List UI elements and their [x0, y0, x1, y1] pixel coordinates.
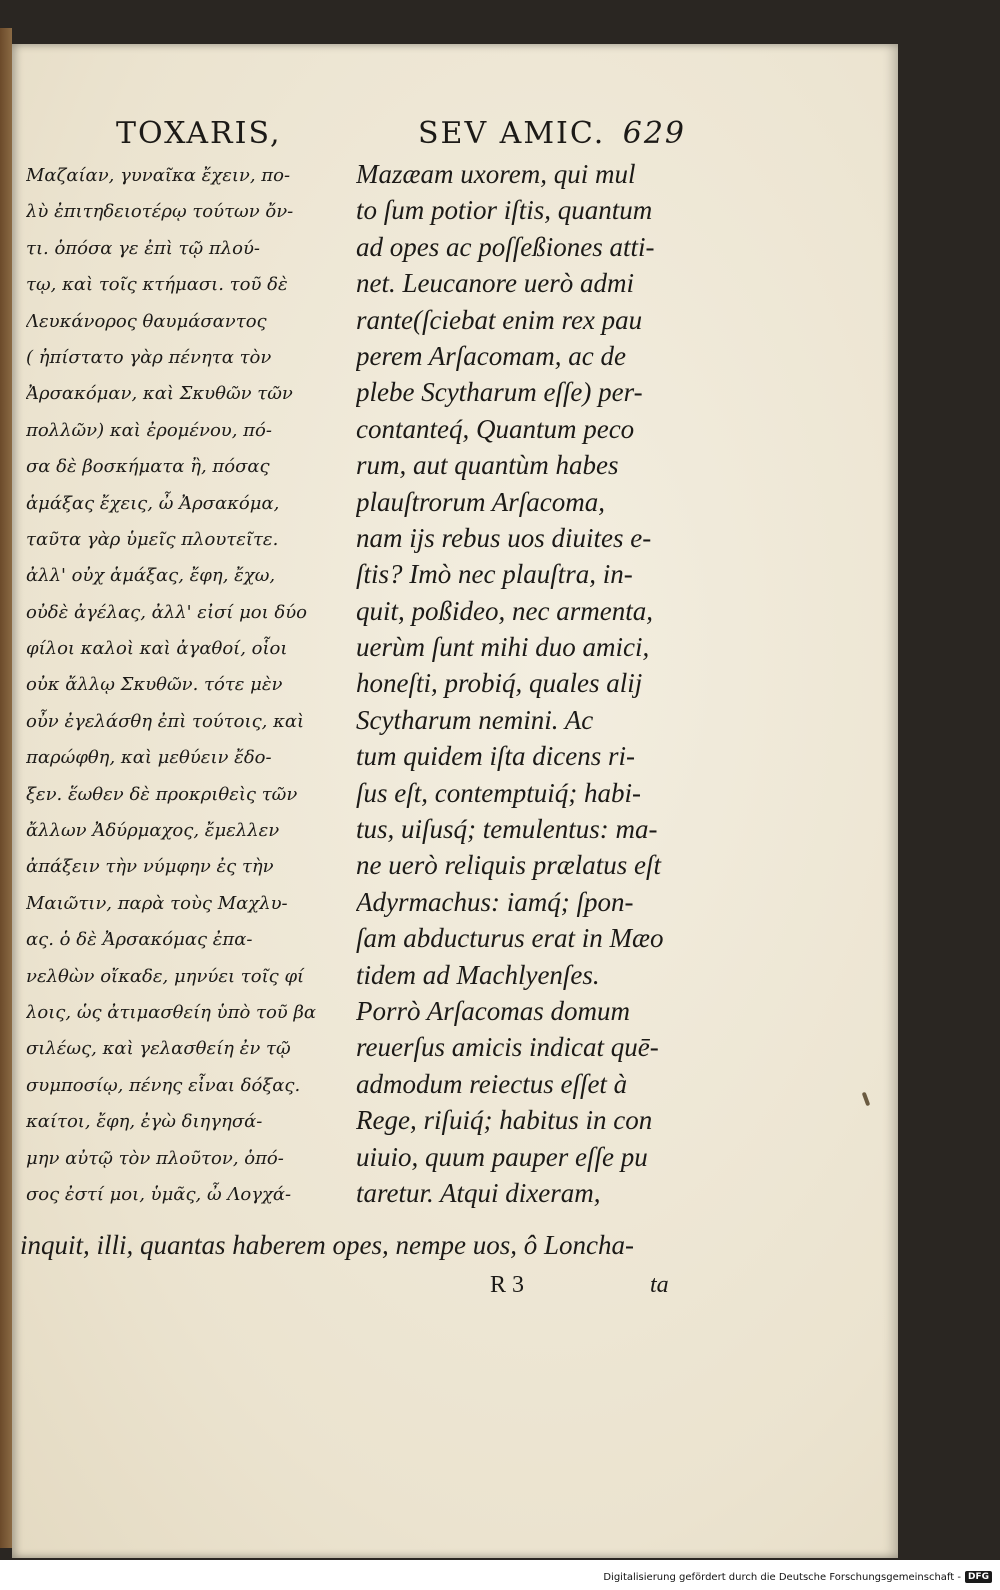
greek-text-line: οὖν ἐγελάσθη ἐπὶ τούτοις, καὶ	[26, 710, 305, 732]
latin-text-line: perem Arſacomam, ac de	[356, 340, 626, 371]
greek-text-line: μην αὐτῷ τὸν πλοῦτον, ὁπό-	[26, 1147, 284, 1169]
greek-text-line: Μαιῶτιν, παρὰ τοὺς Μαχλυ-	[26, 892, 288, 914]
greek-text-line: ξεν. ἕωθεν δὲ προκριθεὶς τῶν	[26, 783, 298, 805]
latin-text-line: taretur. Atqui dixeram,	[356, 1177, 601, 1208]
footer-credit-text: Digitalisierung gefördert durch die Deutsche Forschungsgemeinschaft -	[603, 1571, 961, 1583]
greek-text-column	[26, 158, 341, 1213]
latin-text-line: tum quidem iſta dicens ri-	[356, 741, 635, 772]
latin-text-line: contanteq́, Quantum peco	[356, 413, 635, 444]
greek-text-line: πολλῶν) καὶ ἐρομένου, πό-	[26, 419, 272, 441]
latin-text-line: ſtis? Imò nec plauſtra, in-	[356, 559, 633, 590]
greek-text-line: Μαζαίαν, γυναῖκα ἔχειν, πο-	[26, 165, 291, 186]
greek-text-line: σα δὲ βοσκήματα ἢ, πόσας	[26, 456, 270, 478]
latin-text-line: uiuio, quum pauper eſſe pu	[356, 1141, 648, 1172]
latin-text-line: uerùm ſunt mihi duo amici,	[356, 632, 650, 663]
greek-text-line: Ἀρσακόμαν, καὶ Σκυθῶν τῶν	[26, 383, 293, 405]
running-head	[116, 116, 686, 156]
greek-text-line: σος ἐστί μοι, ὑμᾶς, ὦ Λογχά-	[26, 1183, 292, 1205]
latin-text-line: plebe Scytharum eſſe) per-	[356, 377, 643, 408]
latin-text-line: ad opes ac poſſeßiones atti-	[356, 231, 655, 262]
latin-text-line: honeſti, probiq́, quales alij	[356, 668, 643, 699]
latin-text-line: ſus eſt, contemptuiq́; habi-	[356, 777, 641, 808]
latin-text-line: Mazæam uxorem, qui mul	[356, 159, 636, 189]
greek-text-line: λοις, ὡς ἀτιμασθείη ὑπὸ τοῦ βα	[26, 1001, 317, 1023]
latin-text-line: to ſum potior iſtis, quantum	[356, 195, 653, 226]
latin-text-line: admodum reiectus eſſet à	[356, 1068, 628, 1099]
latin-text-line: Porrò Arſacomas domum	[356, 995, 631, 1026]
greek-text-line: ( ἠπίστατο γὰρ πένητα τὸν	[26, 346, 272, 368]
latin-text-line: rum, aut quantùm habes	[356, 450, 619, 481]
latin-text-column	[356, 156, 682, 1211]
greek-text-line: ἄλλων Ἀδύρμαχος, ἔμελλεν	[26, 820, 280, 842]
greek-text-line: παρώφθη, καὶ μεθύειν ἔδο-	[26, 747, 272, 769]
greek-text-line: ας. ὁ δὲ Ἀρσακόμας ἐπα-	[26, 929, 253, 951]
signature-mark: R 3	[490, 1272, 525, 1298]
catchword: ta	[650, 1272, 669, 1298]
latin-text-line: Scytharum nemini. Ac	[356, 704, 594, 735]
latin-text-line: nam ijs rebus uos diuites e-	[356, 522, 652, 553]
latin-text-line: reuerſus amicis indicat quē-	[356, 1032, 659, 1063]
page-number: 629	[622, 116, 686, 151]
latin-text-line: ne uerò reliquis prælatus eſt	[356, 850, 661, 881]
dfg-logo-icon: DFG	[965, 1571, 992, 1583]
latin-text-line: Adyrmachus: iamq́; ſpon-	[356, 886, 634, 917]
latin-text-line: tus, uiſusq́; temulentus: ma-	[356, 814, 658, 845]
latin-text-line: ſam abducturus erat in Mæo	[356, 923, 664, 954]
latin-text-line: plauſtrorum Arſacoma,	[356, 486, 606, 517]
running-head-subtitle: SEV AMIC.	[418, 116, 606, 151]
book-spine-edge	[0, 28, 12, 1548]
page-blemish-mark	[862, 1092, 871, 1107]
greek-text-line: ταῦτα γὰρ ὑμεῖς πλουτεῖτε.	[26, 528, 279, 550]
full-width-last-line: inquit, illi, quantas haberem opes, nempe uos, ô Loncha-	[20, 1230, 634, 1260]
greek-text-line: τι. ὁπόσα γε ἐπὶ τῷ πλού-	[26, 237, 260, 259]
greek-text-line: καίτοι, ἔφη, ἐγὼ διηγησά-	[26, 1111, 263, 1133]
greek-text-line: νελθὼν οἴκαδε, μηνύει τοῖς φί	[26, 965, 305, 987]
greek-text-line: λὺ ἐπιτηδειοτέρῳ τούτων ὄν-	[26, 201, 294, 223]
greek-text-line: συμποσίῳ, πένης εἶναι δόξας.	[26, 1074, 301, 1096]
greek-text-line: οὐκ ἄλλῳ Σκυθῶν. τότε μὲν	[26, 674, 283, 696]
running-head-title: TOXARIS,	[116, 116, 282, 151]
latin-text-line: tidem ad Machlyenſes.	[356, 959, 600, 990]
greek-text-line: τῳ, καὶ τοῖς κτήμασι. τοῦ δὲ	[26, 274, 288, 296]
greek-text-line: οὐδὲ ἀγέλας, ἀλλ' εἰσί μοι δύο	[26, 601, 308, 623]
greek-text-line: ἁμάξας ἔχεις, ὦ Ἀρσακόμα,	[26, 492, 280, 514]
latin-text-line: rante(ſciebat enim rex pau	[356, 304, 643, 335]
greek-text-line: ἀλλ' οὐχ ἁμάξας, ἔφη, ἔχω,	[26, 565, 276, 587]
latin-text-line: net. Leucanore uerò admi	[356, 268, 634, 299]
greek-text-line: σιλέως, καὶ γελασθείη ἐν τῷ	[26, 1038, 291, 1060]
latin-text-line: Rege, riſuiq́; habitus in con	[356, 1105, 653, 1136]
book-page	[12, 44, 898, 1558]
greek-text-line: φίλοι καλοὶ καὶ ἀγαθοί, οἷοι	[26, 638, 288, 660]
greek-text-line: ἀπάξειν τὴν νύμφην ἐς τὴν	[26, 856, 274, 878]
digitization-footer	[603, 1568, 992, 1586]
greek-text-line: Λευκάνορος θαυμάσαντος	[26, 310, 267, 332]
latin-text-line: quit, poßideo, nec armenta,	[356, 595, 653, 626]
